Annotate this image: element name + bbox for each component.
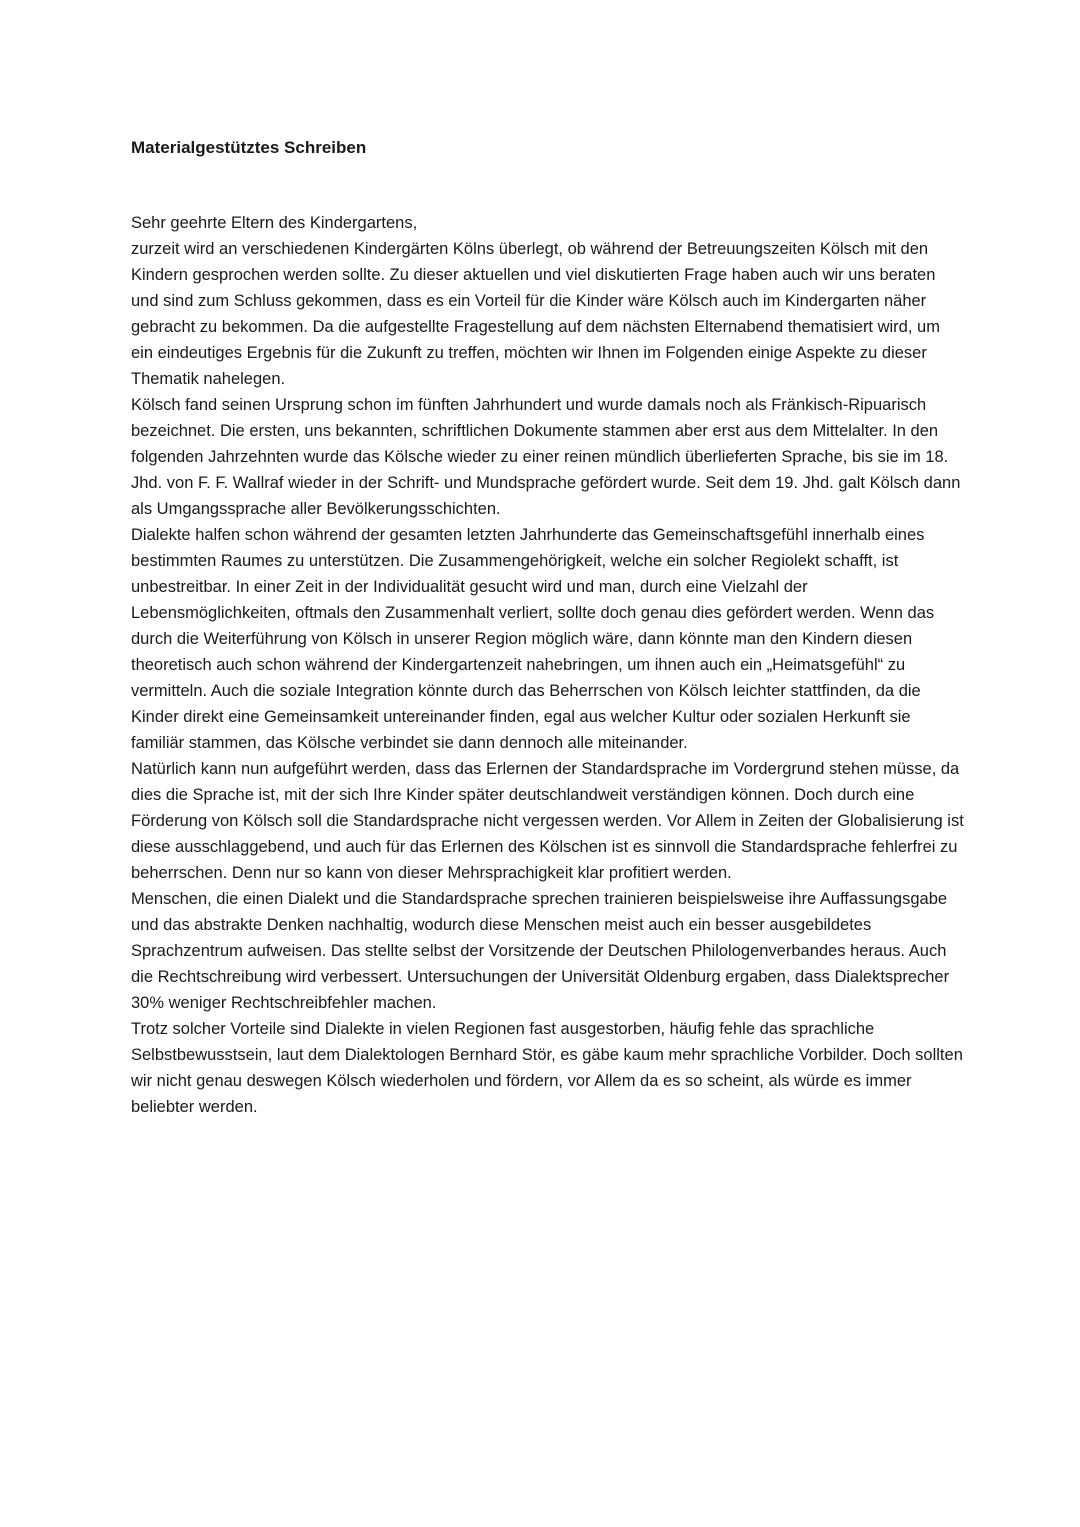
paragraph: Menschen, die einen Dialekt und die Standardsprache sprechen trainieren beispielsweise ihre Auffassungsgabe und das abstrakte Denken nachhaltig, wodurch diese Menschen meist auch ein besser ausgebildetes Sprachzentrum aufweisen. Das stellte selbst der Vorsitzende der Deutschen Philologenverbandes heraus. Auch die Rechtschreibung wird verbessert. Untersuchungen der Universität Oldenburg ergaben, dass Dialektsprecher 30% weniger Rechtschreibfehler machen. [131,890,950,1012]
paragraph: Sehr geehrte Eltern des Kindergartens, [131,214,418,232]
paragraph: Kölsch fand seinen Ursprung schon im fünften Jahrhundert und wurde damals noch als Fränkisch-Ripuarisch bezeichnet. Die ersten, uns bekannten, schriftlichen Dokumente stammen aber erst aus dem Mittelalter. In den folgenden Jahrzehnten wurde das Kölsche wieder zu einer reinen mündlich überlieferten Sprache, bis sie im 18. Jhd. von F. F. Wallraf wieder in der Schrift- und Mundsprache gefördert wurde. Seit dem 19. Jhd. galt Kölsch dann als Umgangssprache aller Bevölkerungsschichten. [131,396,961,518]
paragraph: Natürlich kann nun aufgeführt werden, dass das Erlernen der Standardsprache im Vordergrund stehen müsse, da dies die Sprache ist, mit der sich Ihre Kinder später deutschlandweit verständigen können. Doch durch eine Förderung von Kölsch soll die Standardsprache nicht vergessen werden. Vor Allem in Zeiten der Globalisierung ist diese ausschlaggebend, und auch für das Erlernen des Kölschen ist es sinnvoll die Standardsprache fehlerfrei zu beherrschen. Denn nur so kann von dieser Mehrsprachigkeit klar profitiert werden. [131,760,964,882]
paragraph: Dialekte halfen schon während der gesamten letzten Jahrhunderte das Gemeinschaftsgefühl innerhalb eines bestimmten Raumes zu unterstützen. Die Zusammengehörigkeit, welche ein solcher Regiolekt schafft, ist unbestreitbar. In einer Zeit in der Individualität gesucht wird und man, durch eine Vielzahl der Lebensmöglichkeiten, oftmals den Zusammenhalt verliert, sollte doch genau dies gefördert werden. Wenn das durch die Weiterführung von Kölsch in unserer Region möglich wäre, dann könnte man den Kindern diesen theoretisch auch schon während der Kindergartenzeit nahebringen, um ihnen auch ein „Heimatsgefühl“ zu vermitteln. Auch die soziale Integration könnte durch das Beherrschen von Kölsch leichter stattfinden, da die Kinder direkt eine Gemeinsamkeit untereinander finden, egal aus welcher Kultur oder sozialen Herkunft sie familiär stammen, das Kölsche verbindet sie dann dennoch alle miteinander. [131,526,935,752]
document-body [131,210,964,1120]
document-title: Materialgestütztes Schreiben [131,138,367,157]
paragraph: Trotz solcher Vorteile sind Dialekte in vielen Regionen fast ausgestorben, häufig fehle das sprachliche Selbstbewusstsein, laut dem Dialektologen Bernhard Stör, es gäbe kaum mehr sprachliche Vorbilder. Doch sollten wir nicht genau deswegen Kölsch wiederholen und fördern, vor Allem da es so scheint, als würde es immer beliebter werden. [131,1020,963,1116]
paragraph: zurzeit wird an verschiedenen Kindergärten Kölns überlegt, ob während der Betreuungszeiten Kölsch mit den Kindern gesprochen werden sollte. Zu dieser aktuellen und viel diskutierten Frage haben auch wir uns beraten und sind zum Schluss gekommen, dass es ein Vorteil für die Kinder wäre Kölsch auch im Kindergarten näher gebracht zu bekommen. Da die aufgestellte Fragestellung auf dem nächsten Elternabend thematisiert wird, um ein eindeutiges Ergebnis für die Zukunft zu treffen, möchten wir Ihnen im Folgenden einige Aspekte zu dieser Thematik nahelegen. [131,240,940,388]
